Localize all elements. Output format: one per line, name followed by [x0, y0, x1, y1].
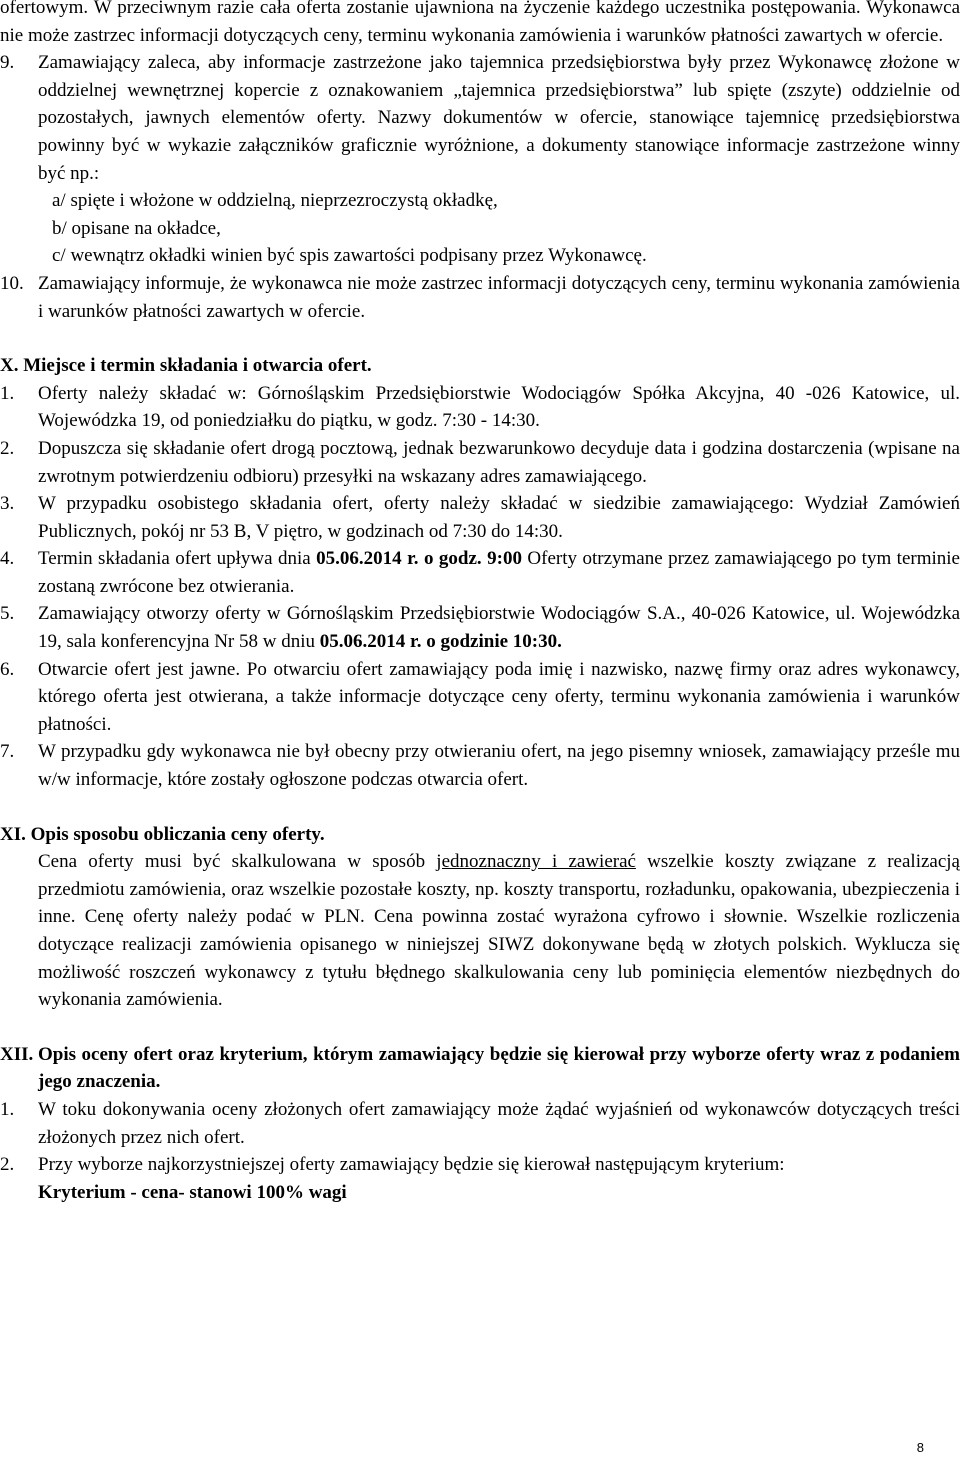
section-x-item-5	[0, 600, 960, 655]
clause-9-sub-a: a/ spięte i włożone w oddzielną, nieprzezroczystą okładkę,	[52, 190, 498, 212]
deadline-datetime: 05.06.2014 r. o godz. 9:00	[316, 548, 522, 570]
opening-time: o godzinie 10:30.	[426, 631, 562, 653]
item-text: Oferty należy składać w: Górnośląskim Przedsiębiorstwie Wodociągów Spółka Akcyjna, 40 -026 Katowice, ul. Wojewódzka 19, od poniedziałku do piątku, w godz. 7:30 - 14:30.	[38, 382, 960, 432]
underlined-text: jednoznaczny i zawierać	[436, 851, 636, 873]
item-text: Przy wyborze najkorzystniejszej oferty zamawiający będzie się kierował następującym kryterium:	[38, 1154, 785, 1176]
section-xii-item-1	[0, 1096, 960, 1151]
item-number: 2.	[0, 437, 15, 459]
opening-date: 05.06.2014 r.	[319, 631, 422, 653]
item-text-cont: Oferty otrzymane przez zamawiającego po tym terminie zostaną zwrócone bez otwierania.	[38, 548, 960, 597]
item-text: Dopuszcza się składanie ofert drogą pocztową, jednak bezwarunkowo decyduje data i godzina dostarczenia (wpisane na zwrotnym potwierdzeniu odbioru) przesyłki na wskazany adres zamawiającego.	[38, 437, 960, 487]
body-text: Cena oferty musi być skalkulowana w sposób	[38, 851, 437, 873]
item-number: 1.	[0, 1098, 15, 1120]
section-x-heading: X. Miejsce i termin składania i otwarcia ofert.	[0, 355, 372, 377]
item-number: 5.	[0, 603, 15, 625]
item-text: Otwarcie ofert jest jawne. Po otwarciu ofert zamawiający poda imię i nazwisko, nazwę firmy oraz adres wykonawcy, którego oferta jest otwierana, a także informacje dotyczące ceny oferty, terminu wykonania zamówienia i warunków płatności.	[38, 658, 960, 735]
section-x-item-6	[0, 656, 960, 739]
clause-9	[0, 49, 960, 187]
item-number: 3.	[0, 493, 15, 515]
section-title: Opis oceny ofert oraz kryterium, którym zamawiający będzie się kierował przy wyborze oferty wraz z podaniem jego znaczenia.	[38, 1043, 960, 1093]
item-number: 6.	[0, 658, 15, 680]
item-number: 2.	[0, 1154, 15, 1176]
section-xi-heading: XI. Opis sposobu obliczania ceny oferty.	[0, 823, 325, 845]
section-number: XII.	[0, 1043, 34, 1065]
item-text: W toku dokonywania oceny złożonych ofert zamawiający może żądać wyjaśnień od wykonawców dotyczących treści złożonych przez nich ofert.	[38, 1098, 960, 1148]
section-xi-body	[0, 848, 960, 1014]
clause-number: 10.	[0, 272, 24, 294]
section-x-item-7	[0, 738, 960, 793]
item-text: Zamawiający otworzy oferty w Górnośląskim Przedsiębiorstwie Wodociągów S.A., 40-026 Katowice, ul. Wojewódzka 19, sala konferencyjna Nr 58 w dniu	[38, 603, 960, 653]
body-text-cont: wszelkie koszty związane z realizacją przedmiotu zamówienia, oraz wszelkie pozostałe koszty, np. koszty transportu, rozładunku, opakowania, ubezpieczenia i inne. Cenę oferty należy podać w PLN. Cena powinna zostać wyrażona cyfrowo i słownie. Wszelkie rozliczenia dotyczące realizacji zamówienia opisanego w niniejszej SIWZ dokonywane będą w złotych polskich. Wyklucza się możliwość roszczeń wykonawcy z tytułu błędnego skalkulowania ceny lub pominięcia elementów niezbędnych do wykonania zamówienia.	[38, 851, 960, 1011]
section-x-item-1	[0, 380, 960, 435]
item-number: 4.	[0, 548, 15, 570]
item-text: W przypadku osobistego składania ofert, oferty należy składać w siedzibie zamawiającego: Wydział Zamówień Publicznych, pokój nr 53 B, V piętro, w godzinach od 7:30 do 14:30.	[38, 493, 960, 542]
clause-number: 9.	[0, 52, 15, 74]
clause-9-sub-b: b/ opisane na okładce,	[52, 217, 221, 239]
clause-9-sub-c: c/ wewnątrz okładki winien być spis zawartości podpisany przez Wykonawcę.	[52, 245, 647, 267]
section-x-item-3	[0, 490, 960, 545]
item-text: Termin składania ofert upływa dnia	[38, 548, 317, 570]
criterion-line: Kryterium - cena- stanowi 100% wagi	[38, 1181, 347, 1203]
intro-paragraph: ofertowym. W przeciwnym razie cała oferta zostanie ujawniona na życzenie każdego uczestnika postępowania. Wykonawca nie może zastrzec informacji dotyczących ceny, terminu wykonania zamówienia i warunków płatności zawartych w ofercie.	[0, 0, 960, 46]
section-xii-item-2	[0, 1151, 960, 1179]
clause-text: Zamawiający informuje, że wykonawca nie może zastrzec informacji dotyczących ceny, terminu wykonania zamówienia i warunków płatności zawartych w ofercie.	[38, 272, 960, 322]
section-x-item-4	[0, 545, 960, 600]
item-text: W przypadku gdy wykonawca nie był obecny przy otwieraniu ofert, na jego pisemny wniosek, zamawiający prześle mu w/w informacje, które zostały ogłoszone podczas otwarcia ofert.	[38, 741, 960, 791]
item-number: 1.	[0, 382, 15, 404]
section-x-item-2	[0, 435, 960, 490]
section-xii-heading	[0, 1041, 960, 1096]
clause-text: Zamawiający zaleca, aby informacje zastrzeżone jako tajemnica przedsiębiorstwa były przez Wykonawcę złożone w oddzielnej wewnętrznej kopercie z oznakowaniem „tajemnica przedsiębiorstwa” lub spięte (zszyte) oddzielnie od pozostałych, jawnych elementów oferty. Nazwy dokumentów w ofercie, stanowiące tajemnicę przedsiębiorstwa powinny być w wykazie załączników graficznie wyróżnione, a dokumenty stanowiące informacje zastrzeżone winny być np.:	[38, 52, 960, 184]
page-number: 8	[916, 1440, 924, 1455]
clause-10	[0, 270, 960, 325]
item-number: 7.	[0, 741, 15, 763]
